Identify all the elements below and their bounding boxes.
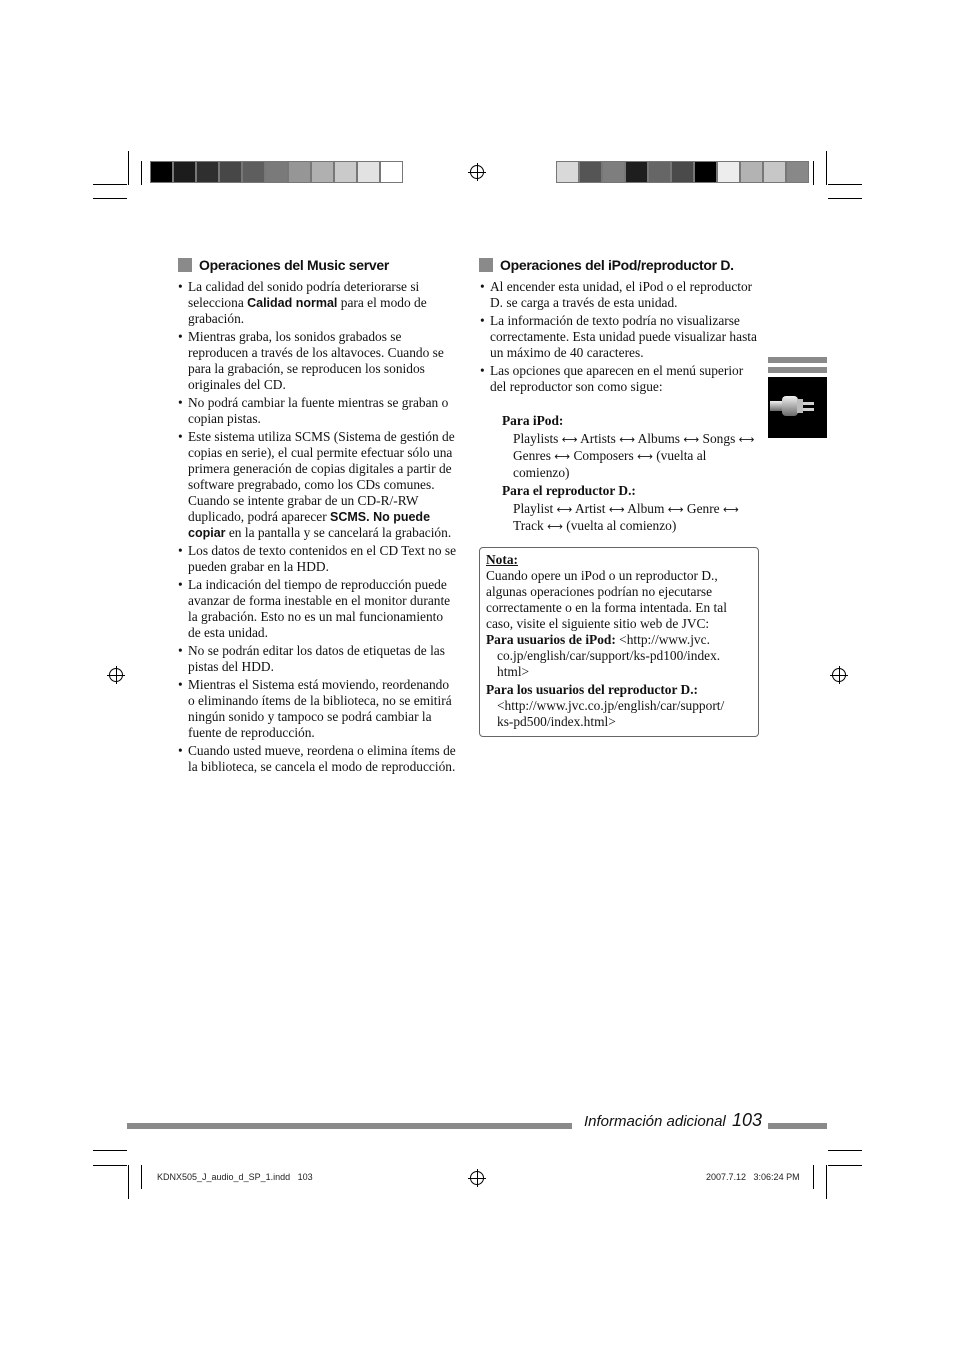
double-arrow-icon: ⟷	[547, 520, 563, 533]
color-swatch	[648, 161, 671, 183]
registration-mark-icon	[470, 165, 484, 179]
menu-item: Genre	[686, 501, 720, 516]
color-swatch	[196, 161, 219, 183]
registration-mark-icon	[470, 1171, 484, 1185]
list-item: • La indicación del tiempo de reproducción puede avanzar de forma inestable en el monitor durante la grabación. Esto no es un mal funcionamiento de esta unidad.	[178, 577, 458, 641]
footer-rule-left	[127, 1123, 572, 1129]
list-item: • Cuando usted mueve, reordena o elimina ítems de la biblioteca, se cancela el modo de reproducción.	[178, 743, 458, 775]
list-item: • Al encender esta unidad, el iPod o el reproductor D. se carga a través de esta unidad.	[480, 279, 762, 311]
note-ipod-url-cont: co.jp/english/car/support/ks-pd100/index.	[497, 648, 721, 663]
menu-item: Artists	[580, 431, 616, 446]
registration-mark-icon	[832, 668, 846, 682]
side-tab-bar	[768, 367, 827, 373]
menu-item: Playlists	[513, 431, 559, 446]
color-swatch	[579, 161, 602, 183]
color-swatch	[242, 161, 265, 183]
ui-term: Calidad normal	[247, 296, 338, 310]
d-player-label: Para el reproductor D.:	[502, 483, 636, 498]
color-swatch	[380, 161, 403, 183]
side-tab	[768, 377, 827, 438]
list-item: • Mientras graba, los sonidos grabados se reproducen a través de los altavoces. Cuando se para la grabación, se reproducen los sonidos originales del CD.	[178, 329, 458, 393]
crop-mark	[128, 151, 129, 185]
section-title-text: Operaciones del Music server	[199, 257, 390, 273]
crop-mark	[93, 1150, 127, 1151]
note-ipod-label: Para usuarios de iPod:	[486, 632, 616, 647]
section-title-ipod	[479, 257, 734, 273]
note-ipod-url-cont: html>	[497, 664, 530, 679]
note-d-label: Para los usuarios del reproductor D.:	[486, 682, 699, 697]
color-swatch	[173, 161, 196, 183]
color-swatch	[625, 161, 648, 183]
crop-mark	[141, 1165, 142, 1189]
list-item: • La información de texto podría no visualizarse correctamente. Esta unidad puede visualizar hasta un máximo de 40 caracteres.	[480, 313, 762, 361]
menu-item: Artist	[574, 501, 606, 516]
list-item: • No podrá cambiar la fuente mientras se graban o copian pistas.	[178, 395, 458, 427]
note-body: Cuando opere un iPod o un reproductor D., algunas operaciones podrían no ejecutarse correctamente o en la forma intentada. En tal caso, visite el siguiente sitio web de JVC:	[486, 568, 727, 631]
crop-mark	[826, 1165, 827, 1199]
double-arrow-icon: ⟷	[722, 503, 739, 516]
crop-mark	[141, 161, 142, 185]
color-swatch	[671, 161, 694, 183]
note-ipod-url: <http://www.jvc.	[615, 632, 710, 647]
double-arrow-icon: ⟷	[556, 503, 573, 516]
list-item	[178, 279, 458, 327]
color-swatch	[763, 161, 786, 183]
crop-mark	[828, 184, 862, 185]
side-tab-bar	[768, 357, 827, 363]
double-arrow-icon: ⟷	[608, 503, 625, 516]
note-d-url: ks-pd500/index.html>	[497, 714, 616, 729]
double-arrow-icon: ⟷	[554, 450, 571, 463]
section-marker	[479, 258, 493, 272]
crop-mark	[93, 184, 127, 185]
section-marker	[178, 258, 192, 272]
crop-mark	[93, 1165, 127, 1166]
note-box	[479, 547, 759, 737]
crop-mark	[93, 198, 127, 199]
slug-timestamp: 2007.7.12 3:06:24 PM	[706, 1172, 800, 1182]
page-number: 103	[732, 1110, 763, 1130]
crop-mark	[813, 1165, 814, 1189]
registration-mark-icon	[109, 668, 123, 682]
double-arrow-icon: ⟷	[561, 433, 578, 446]
footer-rule-right	[768, 1123, 827, 1129]
ipod-menu-sequence	[490, 431, 762, 481]
ipod-list	[480, 279, 762, 397]
double-arrow-icon: ⟷	[667, 503, 684, 516]
menu-item: Genres	[513, 448, 551, 463]
menu-item: Track	[513, 518, 544, 533]
color-swatch	[288, 161, 311, 183]
double-arrow-icon: ⟷	[738, 433, 755, 446]
section-title-music-server	[178, 257, 389, 273]
color-swatch	[740, 161, 763, 183]
menu-options	[490, 413, 762, 535]
color-swatch	[334, 161, 357, 183]
note-heading: Nota:	[486, 552, 518, 567]
list-item	[178, 429, 458, 541]
ipod-label: Para iPod:	[502, 413, 564, 428]
text: Este sistema utiliza SCMS (Sistema de gestión de copias en serie), el cual permite efectuar sólo una primera generación de copias digitales a partir de software pregrabado, como los CDs comunes. Cuando se intente grabar de un CD-R/-RW duplicado, podrá aparecer	[188, 429, 455, 524]
list-item: • Los datos de texto contenidos en el CD Text no se pueden grabar en la HDD.	[178, 543, 458, 575]
menu-tail: (vuelta al comienzo)	[566, 518, 677, 533]
color-swatch	[150, 161, 173, 183]
crop-mark	[828, 1165, 862, 1166]
crop-mark	[828, 1150, 862, 1151]
crop-mark	[828, 198, 862, 199]
music-server-list	[178, 279, 458, 777]
color-swatch	[265, 161, 288, 183]
color-swatch	[357, 161, 380, 183]
color-swatch	[556, 161, 579, 183]
double-arrow-icon: ⟷	[619, 433, 635, 446]
list-item: • Mientras el Sistema está moviendo, reordenando o eliminando ítems de la biblioteca, no se emitirá ningún sonido y tampoco se podrá cambiar la fuente de reproducción.	[178, 677, 458, 741]
menu-tail: (vuelta al comienzo)	[513, 448, 707, 480]
double-arrow-icon: ⟷	[683, 433, 700, 446]
crop-mark	[826, 151, 827, 185]
color-swatch	[219, 161, 242, 183]
text: La calidad del sonido podría deteriorarse si selecciona	[188, 279, 420, 310]
menu-item: Albums	[637, 431, 681, 446]
menu-item: Composers	[573, 448, 634, 463]
section-title-text: Operaciones del iPod/reproductor D.	[500, 257, 734, 273]
footer-section-label: Información adicional	[584, 1113, 726, 1130]
menu-item: Playlist	[513, 501, 554, 516]
color-swatch	[717, 161, 740, 183]
text: en la pantalla y se cancelará la grabación.	[225, 525, 452, 540]
plug-icon	[768, 377, 827, 438]
slug-file: KDNX505_J_audio_d_SP_1.indd 103	[157, 1172, 313, 1182]
crop-mark	[128, 1165, 129, 1199]
menu-item: Songs	[702, 431, 736, 446]
menu-item: Album	[627, 501, 665, 516]
double-arrow-icon: ⟷	[637, 450, 653, 463]
ui-term: SCMS. No puede copiar	[188, 510, 431, 540]
color-swatch	[311, 161, 334, 183]
text: para el modo de grabación.	[188, 295, 427, 326]
d-player-menu-sequence	[490, 501, 762, 535]
color-swatch	[694, 161, 717, 183]
note-ipod	[486, 632, 752, 648]
list-item: • No se podrán editar los datos de etiquetas de las pistas del HDD.	[178, 643, 458, 675]
color-swatch	[786, 161, 809, 183]
color-swatch	[602, 161, 625, 183]
crop-mark	[813, 161, 814, 185]
list-item: • Las opciones que aparecen en el menú superior del reproductor son como sigue:	[480, 363, 762, 395]
note-d-url: <http://www.jvc.co.jp/english/car/support/	[497, 698, 725, 713]
